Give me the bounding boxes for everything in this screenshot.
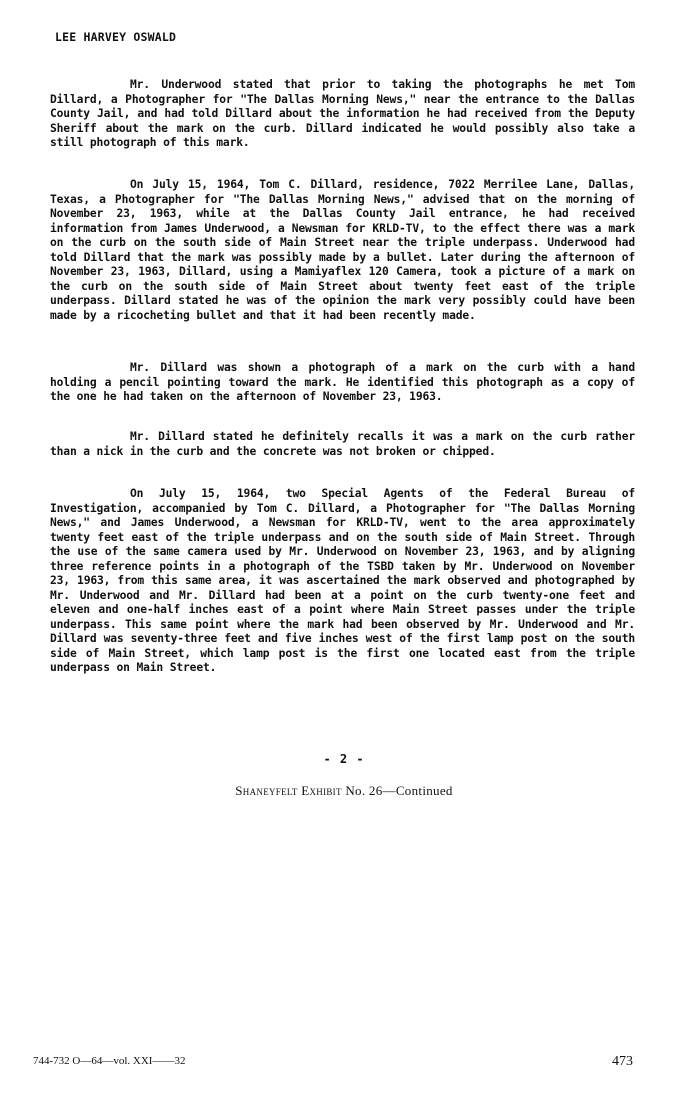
exhibit-name: Shaneyfelt Exhibit [235, 783, 342, 798]
paragraph-mark-not-nick: Mr. Dillard stated he definitely recalls it was a mark on the curb rather than a nick in the curb and the concrete was not broken or chipped. [50, 430, 635, 458]
exhibit-suffix: —Continued [382, 783, 453, 798]
page-number: 473 [612, 1054, 633, 1069]
paragraph-underwood-dillard-meeting: Mr. Underwood stated that prior to taking the photographs he met Tom Dillard, a Photographer for "The Dallas Morning News," near the entrance to the Dallas County Jail, and had told Dillard about the information he had received from the Deputy Sheriff about the mark on the curb. Dillard indicated he would possibly also take a still photograph of this mark. [50, 78, 635, 149]
document-header: LEE HARVEY OSWALD [55, 30, 177, 44]
exhibit-number: No. 26 [345, 783, 383, 798]
print-code: 744-732 O—64—vol. XXI——32 [33, 1055, 186, 1067]
paragraph-photograph-identified: Mr. Dillard was shown a photograph of a mark on the curb with a hand holding a pencil pointing toward the mark. He identified this photograph as a copy of the one he had taken on the afternoon of November 23, 1963. [50, 361, 635, 403]
paragraph-fbi-site-visit: On July 15, 1964, two Special Agents of the Federal Bureau of Investigation, accompanied by Tom C. Dillard, a Photographer for "The Dallas Morning News," and James Underwood, a Newsman for KRLD-TV, went to the area approximately twenty feet east of the triple underpass and on the south side of Main Street. Through the use of the same camera used by Mr. Underwood on November 23, 1963, and by aligning three reference points in a photograph of the TSBD taken by Mr. Underwood on November 23, 1963, from this same area, it was ascertained the mark observed and photographed by Mr. Underwood and Mr. Dillard had been at a point on the curb twenty-one feet and eleven and one-half inches east of a point where Main Street passes under the triple underpass. This same point where the mark had been observed by Mr. Underwood and Mr. Dillard was seventy-three feet and five inches west of the first lamp post on the south side of Main Street, which lamp post is the first one located east from the triple underpass on Main Street. [50, 487, 635, 674]
internal-page-marker: - 2 - [323, 752, 365, 766]
exhibit-caption [0, 783, 688, 799]
paragraph-dillard-statement: On July 15, 1964, Tom C. Dillard, residence, 7022 Merrilee Lane, Dallas, Texas, a Photographer for "The Dallas Morning News," advised that on the morning of November 23, 1963, while at the Dallas County Jail entrance, he had received information from James Underwood, a Newsman for KRLD-TV, to the effect there was a mark on the curb on the south side of Main Street near the triple underpass. Underwood had told Dillard that the mark was possibly made by a bullet. Later during the afternoon of November 23, 1963, Dillard, using a Mamiyaflex 120 Camera, took a picture of a mark on the curb on the south side of Main Street about twenty feet east of the triple underpass. Dillard stated he was of the opinion the mark very possibly could have been made by a ricocheting bullet and that it had been recently made. [50, 178, 635, 322]
